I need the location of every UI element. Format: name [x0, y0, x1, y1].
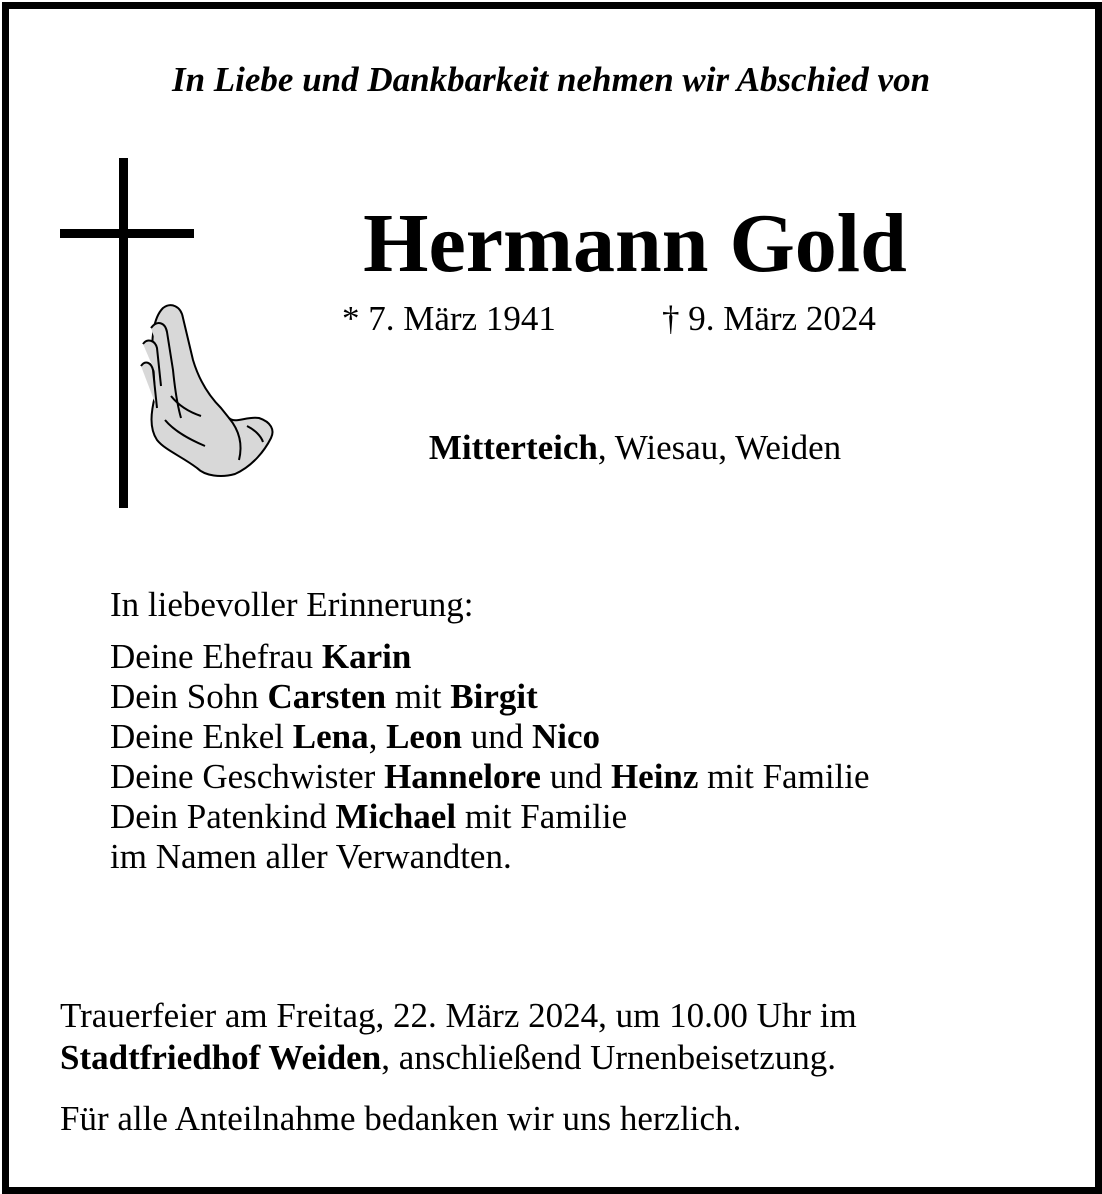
mourner-suffix: mit Familie	[698, 757, 870, 796]
mourner-name: Hannelore	[384, 757, 541, 796]
mourner-godchild	[110, 797, 870, 837]
mourners-block	[110, 585, 870, 877]
mourners-heading: In liebevoller Erinnerung:	[110, 585, 474, 624]
birth-date: * 7. März 1941	[342, 299, 556, 338]
mourner-connector: ,	[368, 717, 387, 756]
mourner-son	[110, 677, 870, 717]
mourner-name: Michael	[335, 797, 457, 836]
service-info	[60, 995, 857, 1079]
service-line-2	[60, 1037, 857, 1079]
mourner-prefix: Deine Ehefrau	[110, 637, 322, 676]
mourner-suffix: mit Familie	[456, 797, 628, 836]
deceased-name: Hermann Gold	[363, 197, 907, 290]
cross-icon	[119, 158, 128, 508]
mourner-prefix: Deine Enkel	[110, 717, 293, 756]
mourner-name: Heinz	[610, 757, 699, 796]
service-line-2-rest: , anschließend Urnenbeisetzung.	[381, 1038, 837, 1077]
mourner-name: Nico	[531, 717, 600, 756]
mourner-connector: und	[461, 717, 532, 756]
mourner-name: Lena	[292, 717, 369, 756]
mourner-prefix: Deine Geschwister	[110, 757, 385, 796]
place-main: Mitterteich	[428, 428, 598, 467]
mourner-spouse	[110, 637, 870, 677]
mourner-name: Carsten	[267, 677, 387, 716]
death-date: † 9. März 2024	[662, 299, 876, 338]
cross-icon-bar	[60, 229, 194, 238]
service-location: Stadtfriedhof Weiden	[60, 1038, 382, 1077]
place-rest: , Wiesau, Weiden	[597, 428, 842, 467]
mourner-siblings	[110, 757, 870, 797]
praying-hands-icon	[135, 300, 280, 480]
service-line-1: Trauerfeier am Freitag, 22. März 2024, um 10.00 Uhr im	[60, 996, 857, 1035]
thanks-line: Für alle Anteilnahme bedanken wir uns herzlich.	[60, 1099, 742, 1138]
mourner-name: Birgit	[450, 677, 538, 716]
mourner-prefix: Dein Sohn	[110, 677, 268, 716]
mourner-connector: mit	[386, 677, 451, 716]
mourner-relatives: im Namen aller Verwandten.	[110, 837, 512, 876]
mourner-name: Karin	[321, 637, 412, 676]
mourner-name: Leon	[386, 717, 462, 756]
places-line	[300, 427, 970, 469]
mourner-prefix: Dein Patenkind	[110, 797, 336, 836]
intro-line: In Liebe und Dankbarkeit nehmen wir Abschied von	[171, 60, 931, 99]
mourner-connector: und	[540, 757, 611, 796]
mourner-grandchildren	[110, 717, 870, 757]
